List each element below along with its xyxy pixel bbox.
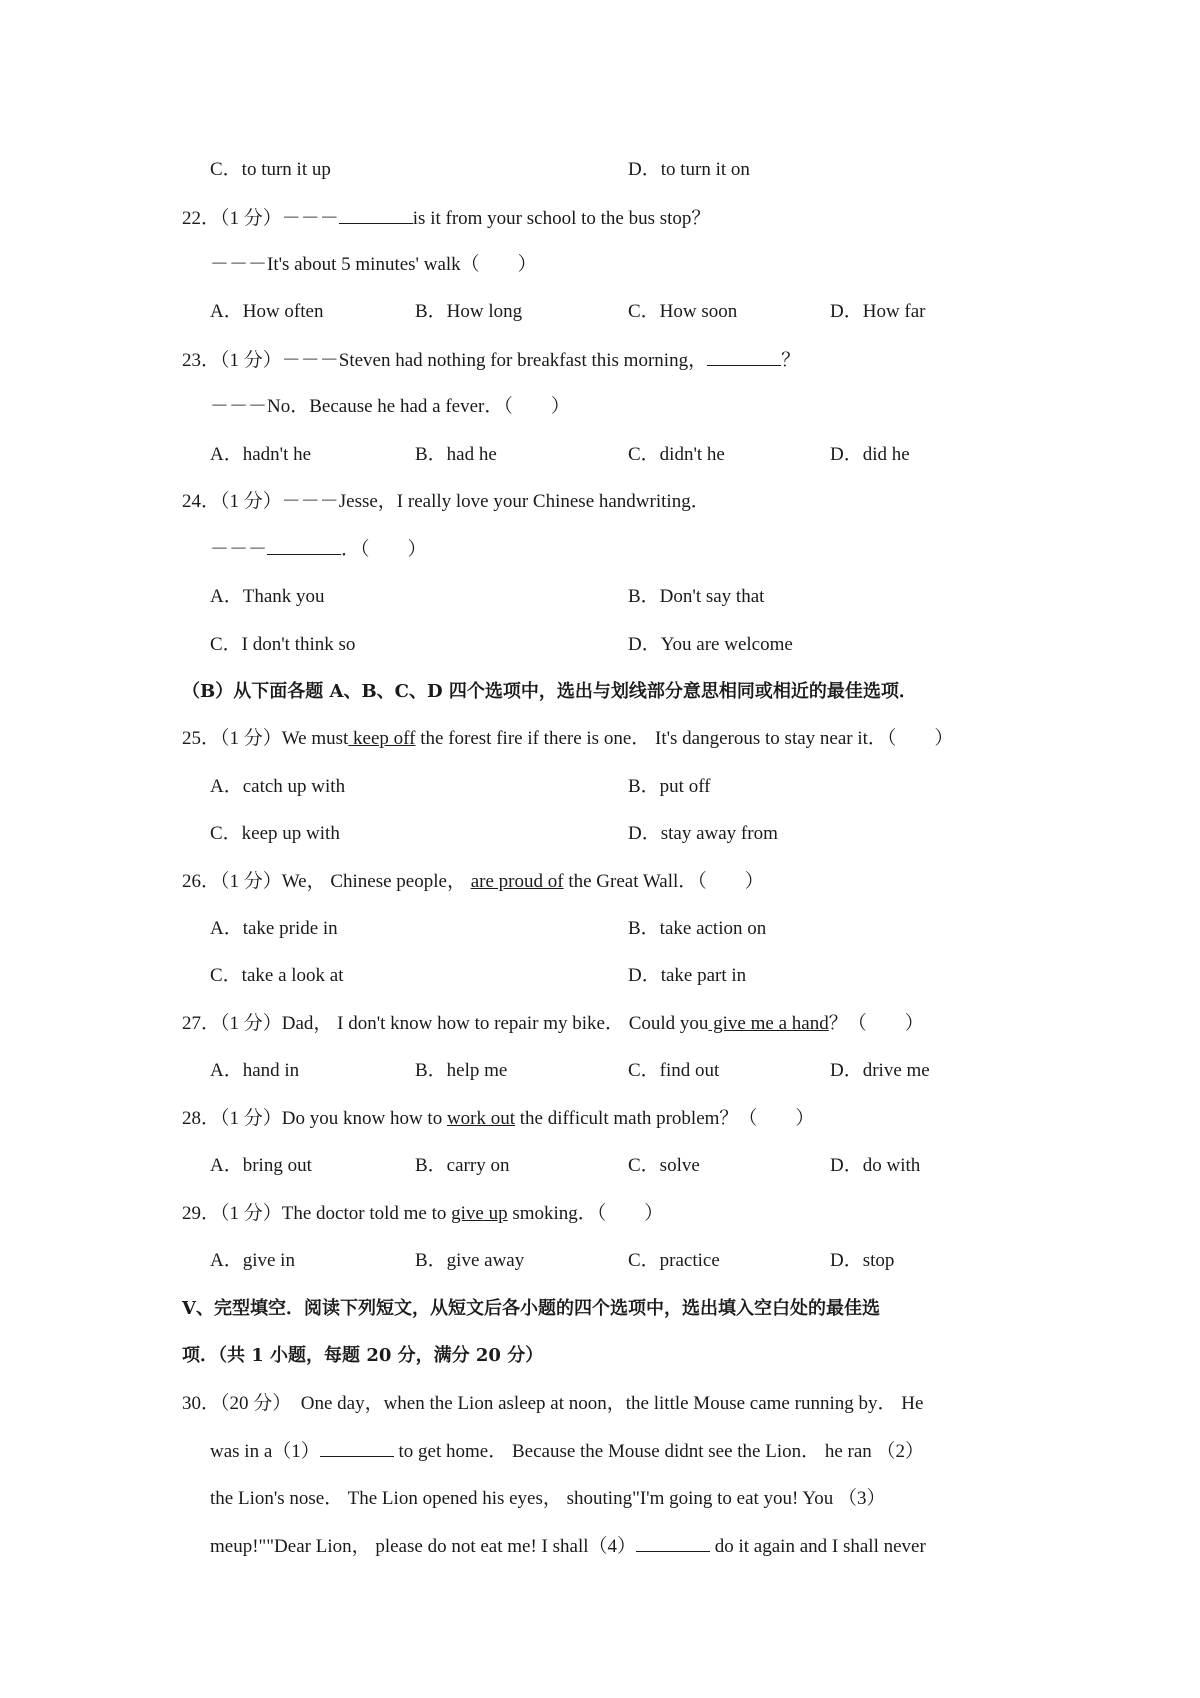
option-c[interactable]: C．to turn it up — [210, 159, 331, 180]
underlined-phrase: give up — [451, 1203, 508, 1224]
reply-end: ．（ ） — [341, 539, 427, 560]
question-26-stem-end: the Great Wall．（ ） — [563, 871, 764, 892]
option-a[interactable]: A．Thank you — [210, 586, 325, 607]
passage-line-4 — [210, 1533, 926, 1560]
question-25-stem: 25．（1 分）We must — [182, 728, 349, 749]
answer-blank-4[interactable] — [636, 1533, 710, 1552]
option-d[interactable]: D．drive me — [830, 1060, 930, 1081]
question-23-stem-end: ？ — [781, 350, 801, 371]
option-d[interactable]: D．stop — [830, 1250, 895, 1271]
option-a[interactable]: A．hadn't he — [210, 444, 312, 465]
passage-text: meup!""Dear Lion， please do not eat me! I shall（4） — [210, 1536, 636, 1557]
passage-line-2 — [210, 1438, 924, 1465]
option-c[interactable]: C．find out — [628, 1060, 720, 1081]
question-27 — [182, 1011, 924, 1037]
answer-blank[interactable] — [267, 536, 341, 555]
question-28-stem: 28．（1 分）Do you know how to — [182, 1108, 447, 1129]
underlined-phrase: keep off — [348, 728, 416, 749]
option-d[interactable]: D．You are welcome — [628, 634, 793, 655]
option-a[interactable]: A．give in — [210, 1250, 295, 1271]
question-28-stem-end: the difficult math problem？（ ） — [515, 1108, 815, 1129]
passage-text: do it again and I shall never — [710, 1536, 926, 1557]
passage-line-3: the Lion's nose． The Lion opened his eyes， shouting"I'm going to eat you! You （3） — [210, 1488, 886, 1509]
answer-blank[interactable] — [707, 347, 781, 366]
option-d[interactable]: D．to turn it on — [628, 159, 750, 180]
question-27-stem: 27．（1 分）Dad， I don't know how to repair my bike． Could you — [182, 1013, 709, 1034]
option-b[interactable]: B．give away — [415, 1250, 525, 1271]
answer-blank-1[interactable] — [320, 1438, 394, 1457]
question-29-stem: 29．（1 分）The doctor told me to — [182, 1203, 452, 1224]
question-27-stem-end: ？（ ） — [828, 1013, 924, 1034]
section-v-heading-cont: 项．（共 1 小题，每题 20 分，满分 20 分） — [182, 1345, 544, 1366]
question-28 — [182, 1106, 814, 1132]
question-24-stem: 24．（1 分）－－－Jesse，I really love your Chinese handwriting． — [182, 491, 710, 512]
option-a[interactable]: A．bring out — [210, 1155, 312, 1176]
answer-blank[interactable] — [339, 205, 413, 224]
option-a[interactable]: A．How often — [210, 301, 324, 322]
question-24-reply — [210, 536, 427, 563]
section-b-heading: （B）从下面各题 A、B、C、D 四个选项中，选出与划线部分意思相同或相近的最佳选项． — [182, 681, 917, 702]
section-v-heading: V、完型填空．阅读下列短文，从短文后各小题的四个选项中，选出填入空白处的最佳选 — [182, 1298, 880, 1319]
option-a[interactable]: A．catch up with — [210, 776, 346, 797]
option-b[interactable]: B．How long — [415, 301, 523, 322]
question-23-stem: 23．（1 分）－－－Steven had nothing for breakfast this morning， — [182, 350, 708, 371]
question-23-reply: －－－No．Because he had a fever．（ ） — [210, 396, 570, 417]
option-b[interactable]: B．had he — [415, 444, 497, 465]
question-29 — [182, 1201, 663, 1227]
option-b[interactable]: B．take action on — [628, 918, 767, 939]
option-d[interactable]: D．stay away from — [628, 823, 778, 844]
underlined-phrase: are proud of — [470, 871, 564, 892]
option-c[interactable]: C．solve — [628, 1155, 700, 1176]
question-26 — [182, 869, 764, 895]
question-23 — [182, 347, 800, 374]
question-22-stem: 22．（1 分）－－－ — [182, 208, 339, 229]
option-d[interactable]: D．How far — [830, 301, 926, 322]
option-d[interactable]: D．did he — [830, 444, 910, 465]
question-25-stem-end: the forest fire if there is one． It's dangerous to stay near it．（ ） — [415, 728, 954, 749]
option-b[interactable]: B．put off — [628, 776, 711, 797]
question-22-reply: －－－It's about 5 minutes' walk（ ） — [210, 254, 537, 275]
option-c[interactable]: C．How soon — [628, 301, 738, 322]
option-c[interactable]: C．didn't he — [628, 444, 725, 465]
option-c[interactable]: C．keep up with — [210, 823, 340, 844]
underlined-phrase: work out — [446, 1108, 516, 1129]
option-d[interactable]: D．do with — [830, 1155, 921, 1176]
option-b[interactable]: B．carry on — [415, 1155, 510, 1176]
option-b[interactable]: B．help me — [415, 1060, 508, 1081]
question-25 — [182, 726, 953, 752]
passage-text: to get home． Because the Mouse didnt see the Lion． he ran （2） — [393, 1441, 925, 1462]
option-d[interactable]: D．take part in — [628, 965, 747, 986]
question-22 — [182, 205, 710, 232]
passage-text: was in a（1） — [210, 1441, 320, 1462]
passage-line-1: 30．（20 分） One day，when the Lion asleep at noon，the little Mouse came running by． He — [182, 1393, 924, 1414]
option-b[interactable]: B．Don't say that — [628, 586, 765, 607]
question-26-stem: 26．（1 分）We， Chinese people， — [182, 871, 471, 892]
option-c[interactable]: C．I don't think so — [210, 634, 356, 655]
question-22-stem-end: is it from your school to the bus stop？ — [412, 208, 711, 229]
option-a[interactable]: A．take pride in — [210, 918, 338, 939]
option-c[interactable]: C．practice — [628, 1250, 720, 1271]
option-a[interactable]: A．hand in — [210, 1060, 300, 1081]
question-29-stem-end: smoking．（ ） — [507, 1203, 664, 1224]
underlined-phrase: give me a hand — [708, 1013, 829, 1034]
reply-dashes: －－－ — [210, 539, 268, 560]
option-c[interactable]: C．take a look at — [210, 965, 344, 986]
